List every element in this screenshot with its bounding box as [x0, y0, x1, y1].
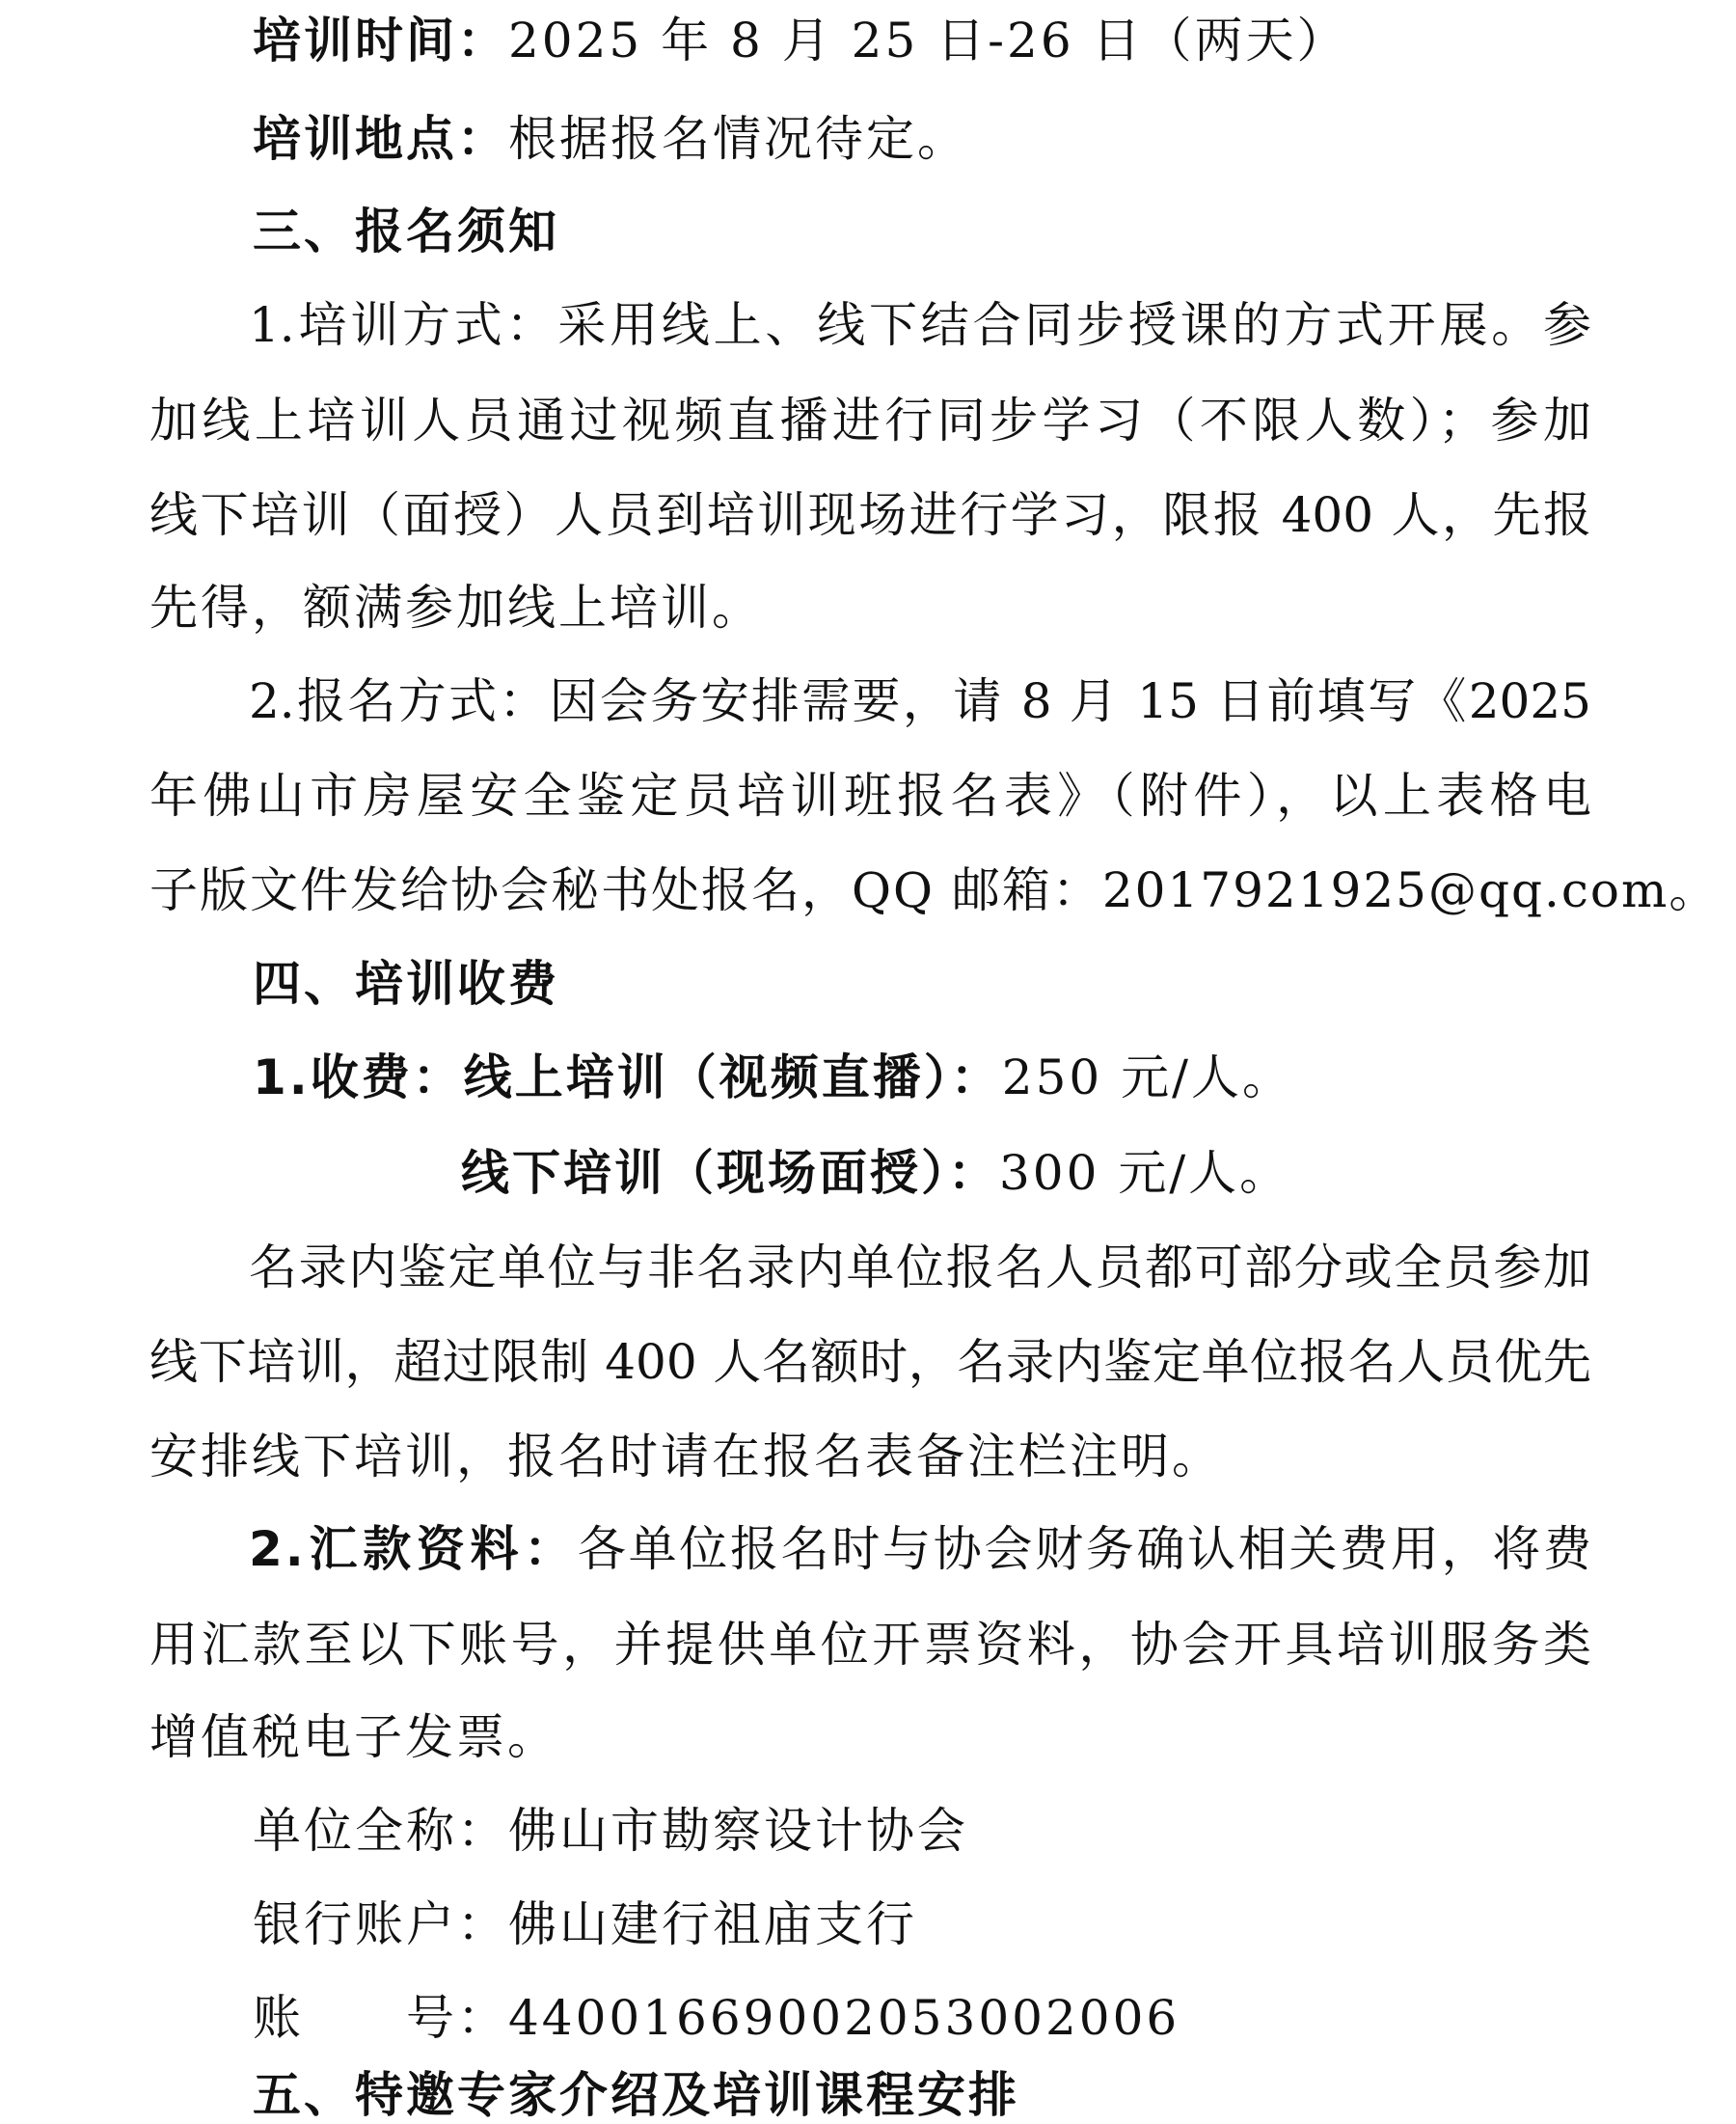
unit-name-label: 单位全称： [253, 1803, 508, 1859]
training-location-line [253, 110, 968, 168]
para-priority-line-3: 安排线下培训，报名时请在报名表备注栏注明。 [149, 1429, 1223, 1484]
training-location-label: 培训地点： [253, 111, 508, 167]
para-remittance-line-3: 增值税电子发票。 [149, 1709, 558, 1765]
para-training-mode-line-1: 1.培训方式：采用线上、线下结合同步授课的方式开展。参 [249, 297, 1591, 353]
para-remittance-line-1 [249, 1520, 1591, 1578]
para-registration-method-line-3: 子版文件发给协会秘书处报名，QQ 邮箱：2017921925@qq.com。 [149, 862, 1720, 918]
account-number-value: 44001669002053002006 [508, 1990, 1180, 2046]
fee-online-line [253, 1048, 1293, 1106]
training-time-line [253, 12, 1348, 69]
remittance-text-1: 各单位报名时与协会财务确认相关费用，将费 [577, 1521, 1591, 1577]
fee-offline-line [461, 1144, 1290, 1202]
para-registration-method-line-1: 2.报名方式：因会务安排需要，请 8 月 15 日前填写《2025 [249, 673, 1591, 729]
para-training-mode-line-3: 线下培训（面授）人员到培训现场进行学习，限报 400 人，先报 [149, 487, 1591, 543]
remittance-label: 2.汇款资料： [249, 1521, 578, 1577]
bank-account-label: 银行账户： [253, 1896, 508, 1952]
training-location-value: 根据报名情况待定。 [508, 111, 968, 167]
para-remittance-line-2: 用汇款至以下账号，并提供单位开票资料，协会开具培训服务类 [149, 1617, 1591, 1673]
bank-account-value: 佛山建行祖庙支行 [508, 1896, 917, 1952]
unit-name-value: 佛山市勘察设计协会 [508, 1803, 968, 1859]
para-priority-line-1: 名录内鉴定单位与非名录内单位报名人员都可部分或全员参加 [249, 1239, 1591, 1295]
section-heading-experts: 五、特邀专家介绍及培训课程安排 [253, 2067, 1019, 2123]
section-heading-fees: 四、培训收费 [253, 956, 559, 1012]
fee-offline-label: 线下培训（现场面授）： [461, 1145, 999, 1201]
fee-label: 1.收费： [253, 1049, 464, 1105]
fee-online-value: 250 元/人。 [1001, 1049, 1293, 1105]
account-number-label: 账 号： [253, 1990, 508, 2046]
fee-offline-value: 300 元/人。 [999, 1145, 1291, 1201]
account-number-line [253, 1989, 1180, 2047]
para-training-mode-line-2: 加线上培训人员通过视频直播进行同步学习（不限人数）；参加 [149, 393, 1591, 449]
fee-online-label: 线上培训（视频直播）： [463, 1049, 1002, 1105]
training-time-label: 培训时间： [253, 13, 508, 68]
training-time-value: 2025 年 8 月 25 日-26 日（两天） [508, 13, 1348, 68]
section-heading-registration: 三、报名须知 [253, 204, 559, 259]
bank-account-line [253, 1895, 917, 1953]
para-registration-method-line-2: 年佛山市房屋安全鉴定员培训班报名表》（附件），以上表格电 [149, 768, 1591, 824]
para-training-mode-line-4: 先得，额满参加线上培训。 [149, 580, 763, 636]
para-priority-line-2: 线下培训，超过限制 400 人名额时，名录内鉴定单位报名人员优先 [149, 1334, 1591, 1390]
unit-name-line [253, 1802, 968, 1860]
